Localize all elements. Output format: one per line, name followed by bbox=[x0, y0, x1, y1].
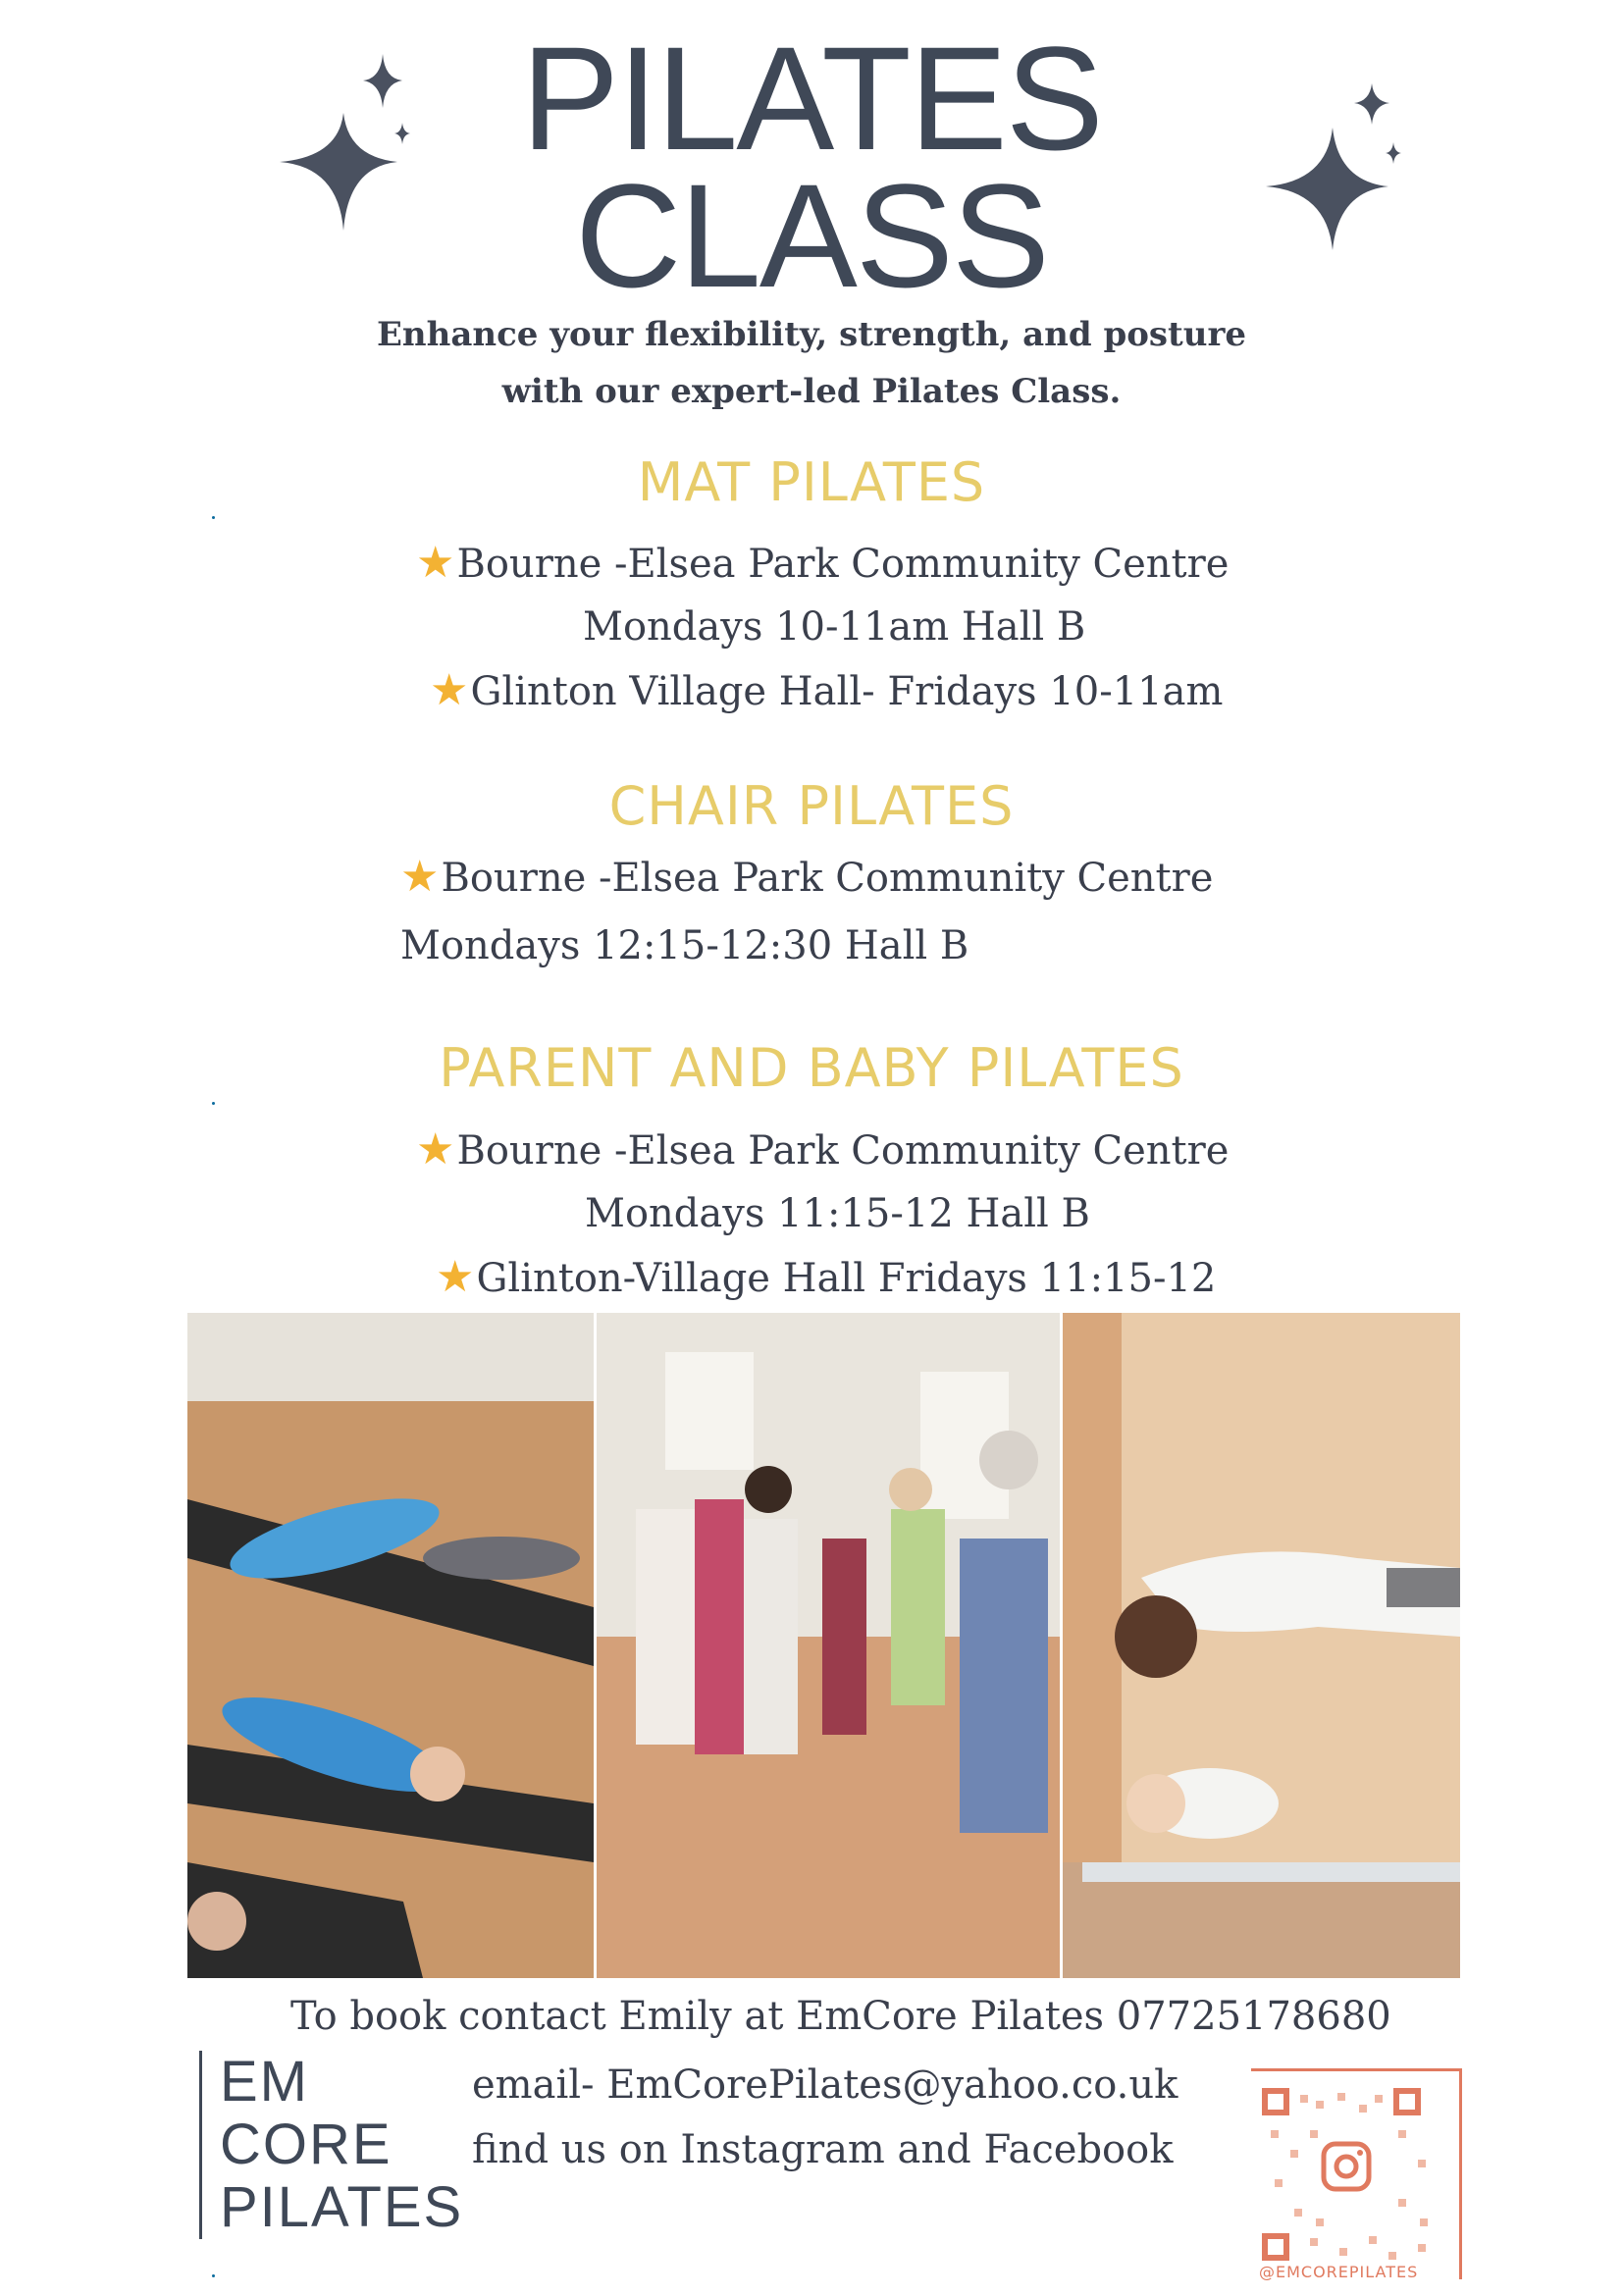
section-heading-mat: MAT PILATES bbox=[637, 451, 986, 513]
star-icon: ★ bbox=[400, 852, 440, 902]
title-line-2: CLASS bbox=[575, 153, 1048, 318]
schedule-line: ★Bourne -Elsea Park Community Centre bbox=[416, 1124, 1230, 1174]
schedule-line: ★Glinton Village Hall- Fridays 10-11am bbox=[430, 665, 1224, 715]
schedule-line: ★Bourne -Elsea Park Community Centre bbox=[416, 538, 1230, 588]
instagram-icon bbox=[1324, 2144, 1369, 2189]
qr-code[interactable] bbox=[1251, 2068, 1462, 2279]
email-contact[interactable]: email- EmCorePilates@yahoo.co.uk bbox=[472, 2062, 1178, 2108]
schedule-line: Mondays 12:15-12:30 Hall B bbox=[400, 923, 969, 968]
social-contact: find us on Instagram and Facebook bbox=[472, 2127, 1174, 2172]
scan-dot bbox=[212, 516, 215, 519]
logo-line-1: EM bbox=[220, 2050, 309, 2113]
tagline bbox=[0, 306, 1623, 420]
chair-pilates-photo bbox=[597, 1313, 1060, 1978]
star-icon: ★ bbox=[430, 665, 469, 715]
mat-pilates-photo bbox=[187, 1313, 594, 1978]
parent-baby-pilates-photo bbox=[1063, 1313, 1460, 1978]
logo-line-2: CORE bbox=[220, 2113, 393, 2176]
booking-contact: To book contact Emily at EmCore Pilates 07725178680 bbox=[290, 1994, 1391, 2039]
schedule-line: Mondays 11:15-12 Hall B bbox=[585, 1191, 1090, 1236]
schedule-line: ★Bourne -Elsea Park Community Centre bbox=[400, 852, 1214, 902]
scan-dot bbox=[212, 1102, 215, 1105]
section-heading-chair: CHAIR PILATES bbox=[608, 775, 1015, 837]
section-heading-parent-baby: PARENT AND BABY PILATES bbox=[439, 1037, 1184, 1099]
logo-line-3: PILATES bbox=[220, 2175, 464, 2239]
qr-caption: @EMCOREPILATES bbox=[1259, 2263, 1419, 2281]
title-line-1: PILATES bbox=[521, 16, 1102, 181]
star-icon: ★ bbox=[416, 1124, 455, 1174]
tagline-line-1: Enhance your flexibility, strength, and posture bbox=[376, 315, 1247, 354]
star-icon: ★ bbox=[436, 1252, 475, 1302]
schedule-line: ★Glinton-Village Hall Fridays 11:15-12 bbox=[436, 1252, 1217, 1302]
tagline-line-2: with our expert-led Pilates Class. bbox=[501, 372, 1122, 411]
emcore-logo bbox=[199, 2051, 463, 2239]
star-icon: ★ bbox=[416, 538, 455, 588]
page-title bbox=[0, 16, 1623, 318]
schedule-line: Mondays 10-11am Hall B bbox=[583, 604, 1086, 650]
scan-dot bbox=[212, 2274, 215, 2277]
